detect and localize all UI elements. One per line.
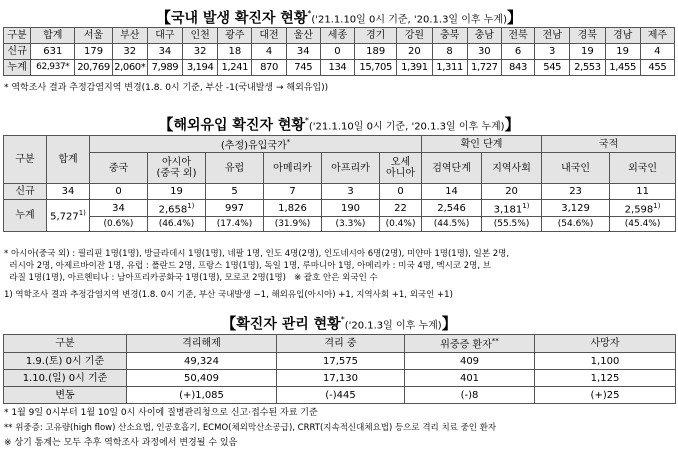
table-cell [47, 200, 90, 232]
title-bracket-open: 【 [155, 8, 171, 27]
cell-value: 22 [394, 202, 407, 214]
table-cell: 0 [90, 184, 148, 200]
table-cell [264, 200, 322, 217]
header-cell: 유럽 [206, 153, 264, 184]
cum-total-value: 5,727 [50, 211, 79, 223]
table-row [4, 60, 675, 76]
header-cell: 경남 [605, 28, 640, 44]
title-bracket-close: 】 [441, 314, 457, 333]
overseas-note: 라질 1명(1명), 아르헨티나 : 남아프리카공화국 1명(1명), 모로코 2명(1명) ※ 괄호 안은 외국인 수 [4, 273, 378, 283]
table-cell: 843 [501, 60, 534, 76]
table-cell: 8 [432, 44, 467, 60]
table-cell: 1,727 [467, 60, 501, 76]
table-cell: 18 [218, 44, 252, 60]
header-cell: 울산 [286, 28, 320, 44]
overseas-table [3, 135, 676, 232]
table-cell: 20 [482, 184, 542, 200]
table-cell: 49,324 [127, 353, 277, 370]
table-cell: 3,194 [183, 60, 218, 76]
overseas-title-text: 해외유입 확진자 현황 [173, 117, 305, 134]
header-cell: 격리 중 [277, 335, 405, 353]
percent-cell: (45.4%) [610, 217, 676, 232]
header-cell: 외국인 [610, 153, 676, 184]
management-note: * 1월 9일 0시부터 1월 10일 0시 사이에 질병관리청으로 신고·접수된 자료 기준 [4, 408, 318, 418]
cell-value: 3,181 [493, 204, 523, 216]
row-label: 누계 [4, 60, 31, 76]
header-cell: 전남 [535, 28, 570, 44]
table-cell: 32 [112, 44, 147, 60]
percent-cell: (31.9%) [264, 217, 322, 232]
header-cell: 내국인 [542, 153, 610, 184]
table-cell: 3 [535, 44, 570, 60]
table-cell: 401 [405, 370, 535, 387]
header-cell: 아프리카 [322, 153, 380, 184]
footnote-marker: 1) [653, 201, 661, 210]
footnote-marker: ** [491, 337, 499, 346]
domestic-title-text: 국내 발생 확진자 현황 [171, 10, 308, 27]
footnote-marker: 1) [78, 209, 86, 218]
header-line: 아니아 [386, 168, 416, 179]
header-cell: 대구 [147, 28, 182, 44]
percent-cell: (0.6%) [90, 217, 148, 232]
management-note: ※ 상기 통계는 모두 추후 역학조사 과정에서 변경될 수 있음 [4, 438, 238, 448]
table-cell: 189 [355, 44, 397, 60]
overseas-group-header-row [4, 136, 676, 153]
table-cell: 7,989 [147, 60, 182, 76]
header-cell [148, 153, 206, 184]
table-cell: 4 [252, 44, 286, 60]
percent-cell: (46.4%) [148, 217, 206, 232]
table-cell: 2,060* [112, 60, 147, 76]
percent-cell: (54.6%) [542, 217, 610, 232]
table-cell [482, 200, 542, 217]
header-line: (중국 외) [156, 168, 197, 179]
table-cell: 409 [405, 353, 535, 370]
table-cell: 14 [422, 184, 482, 200]
table-cell: 6 [501, 44, 534, 60]
table-cell: 34 [47, 184, 90, 200]
cell-value: 2,658 [158, 204, 188, 216]
header-group-nation: 국적 [542, 136, 676, 153]
percent-cell: (55.5%) [482, 217, 542, 232]
overseas-title-sup: * [304, 116, 309, 125]
percent-cell: (0.4%) [380, 217, 422, 232]
management-header-row [4, 335, 676, 353]
header-group-stage: 확인 단계 [422, 136, 542, 153]
table-cell: 5 [206, 184, 264, 200]
table-cell: 2,553 [570, 60, 605, 76]
overseas-title [0, 113, 678, 135]
table-row-percent [4, 217, 676, 232]
cell-value: 34 [112, 202, 125, 214]
cell-value: 3,129 [561, 202, 590, 214]
table-row [4, 200, 676, 217]
domestic-header-row [4, 28, 675, 44]
management-title-text: 확진자 관리 현황 [236, 316, 341, 333]
table-cell [148, 200, 206, 217]
header-text: 위중증 환자 [440, 339, 492, 351]
table-cell: (-)445 [277, 387, 405, 404]
overseas-note: 러시아 2명, 아제르바이잔 1명, 유럽 : 폴란드 2명, 프랑스 1명(1명), 독일 1명, 루마니아 1명, 아메리카 : 미국 4명, 멕시코 2명, 브 [4, 261, 491, 271]
header-cell: 구분 [4, 28, 31, 44]
cell-value: 2,546 [437, 202, 466, 214]
cell-value: 1,826 [278, 202, 307, 214]
domestic-table [3, 27, 675, 76]
table-cell [322, 200, 380, 217]
table-cell: 631 [31, 44, 75, 60]
table-row [4, 353, 676, 370]
table-cell: 0 [380, 184, 422, 200]
table-cell: 23 [542, 184, 610, 200]
percent-cell: (3.3%) [322, 217, 380, 232]
footnote-marker: 1) [187, 201, 195, 210]
row-label: 변동 [4, 387, 127, 404]
table-cell: 0 [320, 44, 354, 60]
header-cell: 경북 [570, 28, 605, 44]
header-cell [405, 335, 535, 353]
management-note: ** 위중증: 고유량(high flow) 산소요법, 인공호흡기, ECMO(체외막산소공급), CRRT(지속적신대체요법) 등으로 격리 치료 중인 환자 [4, 423, 497, 433]
header-cell: 광주 [218, 28, 252, 44]
table-cell: 17,130 [277, 370, 405, 387]
table-cell [380, 200, 422, 217]
cell-value: 997 [224, 202, 245, 214]
table-row [4, 184, 676, 200]
title-bracket-close: 】 [507, 8, 523, 27]
group-region-sup: * [286, 137, 291, 146]
table-cell: 34 [286, 44, 320, 60]
overseas-title-sub: ('21.1.10일 0시 기준, '20.1.3일 이후 누계) [308, 121, 505, 133]
table-cell: 32 [183, 44, 218, 60]
table-cell: (-)8 [405, 387, 535, 404]
table-cell: 50,409 [127, 370, 277, 387]
header-cell: 제주 [640, 28, 674, 44]
title-bracket-close: 】 [504, 115, 520, 134]
cell-value: 2,598 [624, 204, 654, 216]
header-cell: 대전 [252, 28, 286, 44]
cell-value: 190 [340, 202, 361, 214]
overseas-footnote: 1) 역학조사 결과 추정감염지역 변경(1.8. 0시 기준, 부산 국내발생 −1, 해외유입(아시아) +1, 지역사회 +1, 외국인 +1) [4, 290, 453, 300]
table-cell [206, 200, 264, 217]
management-table [3, 334, 676, 404]
header-cell: 전북 [501, 28, 534, 44]
domestic-note: * 역학조사 결과 추정감염지역 변경(1.8. 0시 기준, 부산 -1(국내발생 → 해외유입)) [4, 83, 329, 93]
header-cell: 부산 [112, 28, 147, 44]
table-cell: 3 [322, 184, 380, 200]
header-cell: 구분 [4, 136, 47, 184]
domestic-title [0, 6, 678, 28]
header-cell: 인천 [183, 28, 218, 44]
table-cell [610, 200, 676, 217]
table-cell: (+)25 [535, 387, 676, 404]
table-cell: 62,937* [31, 60, 75, 76]
table-cell [422, 200, 482, 217]
header-cell: 구분 [4, 335, 127, 353]
header-cell: 강원 [397, 28, 432, 44]
table-cell: 455 [640, 60, 674, 76]
domestic-title-sub: ('21.1.10일 0시 기준, '20.1.3일 이후 누계) [311, 14, 507, 26]
header-group-region [90, 136, 422, 153]
table-cell [542, 200, 610, 217]
table-cell: 545 [535, 60, 570, 76]
table-cell: 1,455 [605, 60, 640, 76]
table-cell: (+)1,085 [127, 387, 277, 404]
header-cell: 합계 [31, 28, 75, 44]
table-cell: 34 [147, 44, 182, 60]
header-cell: 지역사회 [482, 153, 542, 184]
management-title-sup: * [340, 315, 345, 324]
header-cell: 격리해제 [127, 335, 277, 353]
domestic-title-sup: * [307, 9, 312, 18]
table-cell: 17,575 [277, 353, 405, 370]
percent-cell: (17.4%) [206, 217, 264, 232]
header-cell: 아메리카 [264, 153, 322, 184]
header-cell: 검역단계 [422, 153, 482, 184]
management-title-sub: ('20.1.3일 이후 누계) [344, 320, 442, 332]
header-cell: 중국 [90, 153, 148, 184]
overseas-sub-header-row [4, 153, 676, 184]
header-line: 아시아 [162, 157, 191, 168]
row-label: 신규 [4, 44, 31, 60]
table-cell: 20,769 [75, 60, 112, 76]
row-label: 1.9.(토) 0시 기준 [4, 353, 127, 370]
table-cell: 1,125 [535, 370, 676, 387]
table-cell: 11 [610, 184, 676, 200]
table-cell [90, 200, 148, 217]
table-cell: 15,705 [355, 60, 397, 76]
header-line: 오세 [390, 157, 411, 168]
table-cell: 7 [264, 184, 322, 200]
table-cell: 30 [467, 44, 501, 60]
header-cell: 서울 [75, 28, 112, 44]
header-cell: 경기 [355, 28, 397, 44]
table-cell: 1,391 [397, 60, 432, 76]
table-cell: 20 [397, 44, 432, 60]
percent-cell: (44.5%) [422, 217, 482, 232]
table-cell: 19 [605, 44, 640, 60]
table-cell: 19 [570, 44, 605, 60]
table-cell: 179 [75, 44, 112, 60]
group-region-label: (추정)유입국가 [220, 140, 287, 152]
table-cell: 4 [640, 44, 674, 60]
row-label: 신규 [4, 184, 47, 200]
title-bracket-open: 【 [158, 115, 174, 134]
header-cell: 충북 [432, 28, 467, 44]
table-cell: 134 [320, 60, 354, 76]
row-label: 1.10.(일) 0시 기준 [4, 370, 127, 387]
title-bracket-open: 【 [221, 314, 237, 333]
header-cell: 합계 [47, 136, 90, 184]
table-cell: 870 [252, 60, 286, 76]
table-cell: 1,241 [218, 60, 252, 76]
row-label: 누계 [4, 200, 47, 232]
table-row [4, 387, 676, 404]
header-cell: 충남 [467, 28, 501, 44]
overseas-note: * 아시아(중국 외) : 필리핀 1명(1명), 방글라데시 1명(1명), 네팔 1명, 인도 4명(2명), 인도네시아 6명(2명), 미얀마 1명(1명), 일본 2명, [4, 249, 510, 259]
table-cell: 1,311 [432, 60, 467, 76]
table-cell: 1,100 [535, 353, 676, 370]
header-cell: 사망자 [535, 335, 676, 353]
table-cell: 19 [148, 184, 206, 200]
table-cell: 745 [286, 60, 320, 76]
header-cell: 세종 [320, 28, 354, 44]
footnote-marker: 1) [522, 201, 530, 210]
table-row [4, 44, 675, 60]
header-cell [380, 153, 422, 184]
table-row [4, 370, 676, 387]
management-title [0, 312, 678, 334]
